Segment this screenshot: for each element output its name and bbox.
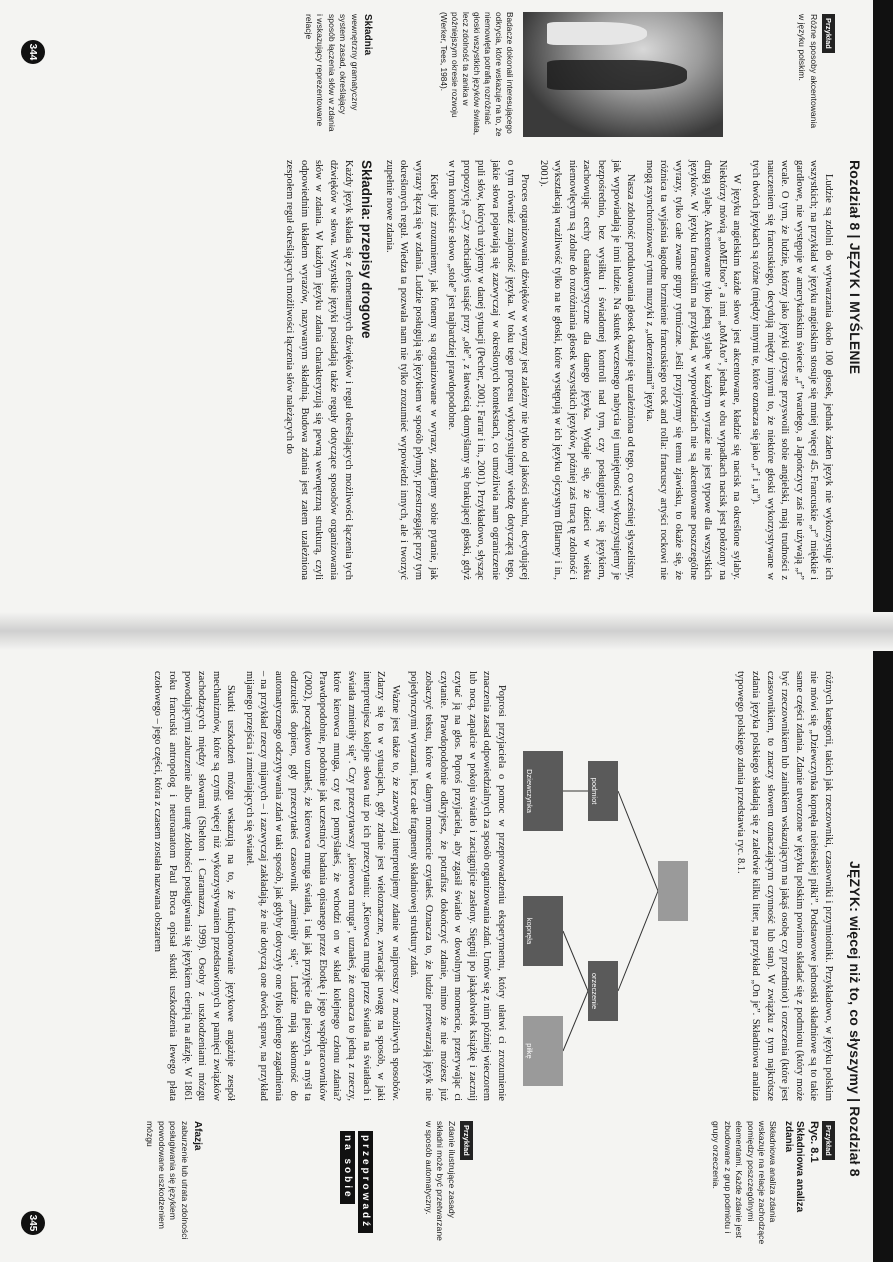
left-term-box [297,14,373,134]
tree-root-node [658,861,688,921]
paragraph: W języku angielskim każde słowo jest akcentowane, kładzie się nacisk na określone sylaby. Niektórzy mówią „toMEJtoo”, a inni „toMAto”, jednak w obu wypadkach nacisk jest położony na drugą sylabę. Akcentowane tylko jedną sylabę w każdym wyrazie nie jest typowe dla wszystkich języków. W języku francuskim na przykład, w wypowiedziach nie są akcentowane poszczególne wyrazy, tylko całe zwane grupy rytmiczne. Jeśli przyjrzymy się temu zjawisku, to okaże się, że różnica ta wyjaśnia łagodne brzmienie francuskiego rock and rolla: francuscy artyści rockowi nie mogą zsynchronizować rytmu muzyki z „uderzeniami” języka. [643,160,743,580]
paragraph: Kiedy już zrozumiemy, jak fonemy są organizowane w wyrazy, zadajemy sobie pytanie, jak wyrazy łączą się w zdania. Ludzie posługują się językiem w sposób płynny, przestrzegając przy tym określonych reguł. Wiedza ta pozwala nam nie tylko zrozumieć wypowiedzi innych, ale i tworzyć zupełnie nowe zdania. [383,160,439,580]
syntax-tree-figure [518,681,688,1101]
section-heading: Składnia: przepisy drogowe [359,160,375,339]
left-running-head: Rozdział 8 | JĘZYK I MYŚLENIE [847,160,863,375]
tree-leaf-verb [523,896,563,966]
right-body [146,671,508,1101]
page-number-right: 345 [21,1211,45,1235]
term-afazja-def: zaburzenie lub utrata zdolności posługiwania się językiem powodowane uszkodzeniem mózgu [145,1121,190,1240]
sidebar-badge-note: Różne sposoby akcentowania w języku polskim. [797,14,819,129]
letter-grid-row [340,1131,355,1233]
tree-node-label: piłkę [525,1043,534,1059]
right-page [0,631,893,1262]
paragraph: różnych kategorii, takich jak rzeczowniki, czasowniki i przymiotniki. Przykładowo, w języku polskim nie mówi się „Dziewczynka kopnęła niebieskiej piłki”. Podstawowe jednostki składniowe są to takie same części zdania. Zdanie utworzone w języku polskim powinno składać się z podmiotu (który może być rzeczownikiem lub zaimkiem wskazującym na jakąś osobę czy przedmiot) i orzeczenia (które jest czasownikiem, to znaczy słowem oznaczającym czynność lub stan). W związku z tym najkrótsze zdania języka polskiego składają się z zaledwie kilku liter, na przykład „On je”. Składniowa analiza typowego polskiego zdania przedstawia ryc. 8.1. [735,671,834,1101]
page-number-left: 344 [21,40,45,64]
tree-node-label: kopnęła [525,917,534,945]
tree-leaf-noun [523,751,563,831]
tree-leaf-object [523,1016,563,1086]
left-sidebar [790,14,835,134]
right-intro [729,671,835,1101]
paragraph: Ludzie są zdolni do wytwarzania około 100 głosek, jednak żaden język nie wykorzystuje ich wszystkich; na przykład w języku angielskim stosuje się mniej więcej 45. Francuskie „r” miękkie i gardłowe, nie występuje w amerykańskim świecie „r” twardego, a Japończycy zaś nie używają „r” wcale. O tym, że ludzie, którzy jako języki ojczyste przyswoili sobie angielski, mają trudności z nauczeniem się francuskiego, decydują między innymi to, że niektóre głoski wykorzystywane w tych dwóch językach są różne (między innymi te, które oznacza się jako „r” i „u”). [750,160,834,580]
paragraph: Ważne jest także to, że zazwyczaj interpretujemy zdanie w najprostszy z możliwych sposobów. Zdarzy się to w sytuacjach, gdy zdanie jest wieloznaczne, zwracając uwagę na sposób, w jaki interpretujesz kolejne słowa tuż po ich przeczytaniu: „Kierowca mruga przez światła na światłach i światła zmieniły się”. Czy przeczytawszy „kierowca mruga”, uznałeś, że oznacza to jedną z rzeczy, które kierowca mruga, czy też pomyślałeś, że wchodzi on w skład kolejnego członu zdania? Prawdopodobnie, podobnie jak uczestnicy badania opisanego przez Ebotkę i jego współpracowników (2002), początkowo uznałeś, że kierowca mruga światła, i tak jak przyjęcie dla pieszych, a myśl ta odrzuciłeś dopiero, gdy przeczytałeś czasownik „zmieniły się”. Ludzie mają skłonność do automatycznego odczytywania zdań w taki sposób, jak gdyby dotyczyły one tylko jednego zagadnienia – na przykład rzeczy mijanych – i zazwyczaj zakładają, że nie dotyczą one dwóch spraw, na przykład mijanego przejścia i zmieniających się świateł. [243,671,401,1101]
term-afazja: Afazja [192,1121,203,1151]
tree-node-label: orzeczenie [590,972,599,1010]
tree-node-label: podmiot [590,777,599,805]
figure-badge: Przykład [822,1121,835,1160]
paragraph: Proces organizowania dźwięków w wyrazy jest zależny nie tylko od jakości słuchu, decydującej o tym również znajomość języka. W toku tego procesu wykorzystujemy wiedzę dotyczącą tego, jakie słowa pojawiają się zazwyczaj w określonych kontekstach, co umożliwia nam ograniczenie puli słów, których użyjemy w danej sytuacji (Pecher, 2001; Farrar i in., 2001). Przykładowo, słysząc propozycję „Czy zechciałbyś usiąść przy „ole”, z łatwością domyślamy się brakującej głoski, gdyż w tym kontekście słowo „stole” jest najbardziej prawdopodobne. [446,160,531,580]
left-body [278,160,835,580]
photo-listening [523,12,723,137]
figure-title: Ryc. 8.1 [807,1121,820,1163]
right-running-head: JĘZYK: więcej niż to, co słyszymy | Rozdział 8 [847,861,863,1177]
paragraph: Każdy język składa się z elementarnych dźwięków i reguł określających możliwości łączenia tych dźwięków w słowa. Wszystkie języki posiadają także reguły dotyczące sposobów organizowania słów w zdania. W każdym języku zdania charakteryzują się pewną wewnętrzną strukturą, czyli odpowiednim układem wyrazów, nazywanym składnią. Budowa zdania jest zatem uzależniona zespołem reguł określających możliwości łączenia słów należących do [284,160,354,580]
term-skladnia: Składnia [362,14,373,56]
tree-node-podmiot [588,761,618,821]
right-example-box [416,1121,473,1246]
paragraph: Nasza zdolność produkowania głosek okazuje się uzależniona od tego, co wcześniej słyszeliśmy, jak wypowiadają je inni ludzie. Na skutek wczesnego nabycia tej umiejętności wykorzystujemy je bezpośrednio, bez wysiłku i świadomej kontroli nad tym, czy posługujemy się językiem, zachowując cechy charakterystyczne dla danego języka. Wydaje się, że dzieci w wieku niemowlęcym są zdolne do rozróżniania głosek wszystkich języków, później zaś tracą tę zdolność i wykształcają wrażliwość tylko na te głoski, które występują w ich języku ojczystym (Blarney i in., 2001). [537,160,637,580]
letter-grid-row [358,1131,373,1233]
example-badge: Przykład [460,1121,473,1160]
example-note: Zdanie ilustrujące zasady składni może być przetwarzane w sposób automatyczny. [423,1121,457,1241]
letter-grid-word: na sobie [340,1131,355,1204]
paragraph: Poprosi przyjaciela o pomoc w przeprowadzeniu eksperymentu, który ułatwi ci zrozumienie znaczenia zasad odpowiedzialnych za sposób organizowania zdań. Umów się z nim później wieczorem lub nocą, zapalcie w pokoju światło i zaciągnijcie zasłony. Sięgnij po jakąkolwiek książkę i zacznij czytać ją na głos. Poproś przyjaciela, aby zgasił światło w dowolnym momencie, przerywając ci czytanie. Prawdopodobnie odkryjesz, że potrafisz dokończyć zdanie, mimo że nie możesz już zobaczyć tekstu, które w danym momencie czytałeś. Oznacza to, że ludzie przetwarzają język nie pojedynczymi wyrazami, lecz całe fragmenty składniowej struktury zdań. [408,671,507,1101]
top-bar [873,0,893,612]
sidebar-badge: Przykład [822,14,835,53]
tree-node-orzeczenie [588,961,618,1021]
figure-caption-box [704,1121,835,1246]
photo-figure [547,60,687,90]
top-bar [873,651,893,1262]
letter-grid-word: przeprowadź [358,1131,373,1233]
term-skladnia-def: wewnętrzny gramatyczny system zasad, określający sposób łączenia słów w zdania i wskazujący reprezentowane relacje [303,14,360,132]
figure-subtitle: Składniowa analiza zdania [782,1121,806,1213]
tree-node-label: Dziewczynka [525,769,534,813]
paragraph: Skutki uszkodzeń mózgu wskazują na to, że funkcjonowanie językowe angażuje zespół mechanizmów, które są czymś więcej niż wykorzystywaniem przedstawionych w pamięci związków zachodzących między słowami (Shelton i Caramazza, 1999). Osoby z uszkodzeniami mózgu powodującymi zaburzenie albo utratę zdolności posługiwania się językiem cierpią na afazję. W 1861 roku francuski antropolog i neuroanatom Paul Broca opisał skutki uszkodzenia lewego płata czołowego – jego części, która z czasem została nazwana obszarem [152,671,237,1101]
photo-figure-child [547,22,647,45]
photo-caption: Badacze dokonali interesującego odkrycia, które wskazuje na to, że niemowlęta potrafią rozróżniać głoski wszystkich języków świata, lecz zdolność ta zanika w późniejszym okresie rozwoju (Werker, Tees, 1984). [439,12,515,137]
figure-caption: Składniowa analiza zdania wskazuje na relacje zachodzące pomiędzy poszczególnymi elementami. Każde zdanie jest zbudowane z grup podmiotu i grupy orzeczenia. [711,1121,779,1245]
letter-grid [337,1131,373,1233]
right-term-box [138,1121,203,1246]
